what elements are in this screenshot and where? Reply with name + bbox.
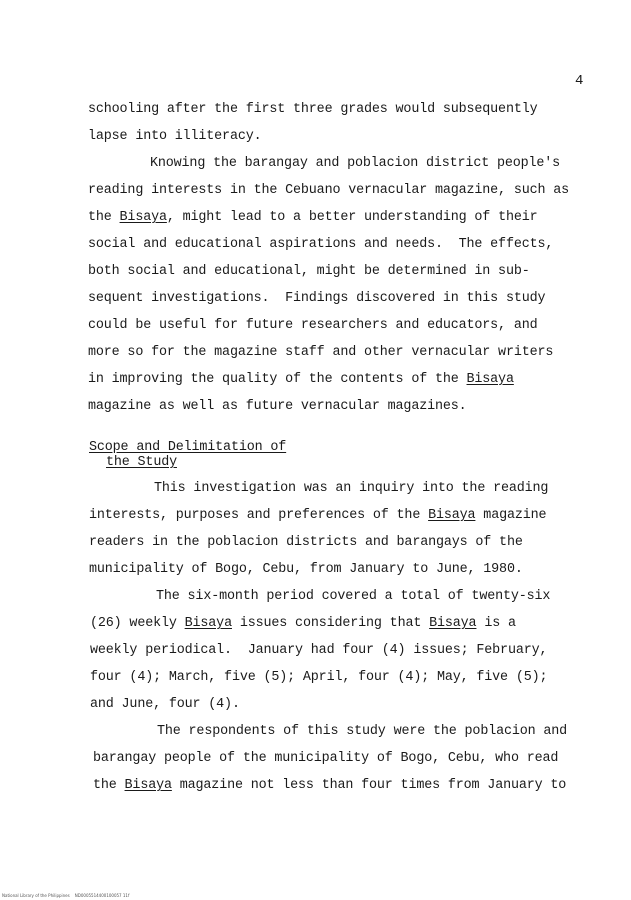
archive-footer: National Library of the Philippines ND0005514400100057 11f: [2, 893, 130, 898]
text-line: The respondents of this study were the poblacion and: [157, 724, 568, 739]
text-segment: the: [88, 210, 120, 225]
text-segment: (26) weekly: [90, 616, 185, 631]
text-line: lapse into illiteracy.: [88, 129, 262, 144]
text-line: both social and educational, might be determined in sub-: [88, 264, 530, 279]
text-line: could be useful for future researchers and educators, and: [88, 318, 538, 333]
text-segment: issues considering that: [231, 616, 430, 631]
text-line: more so for the magazine staff and other vernacular writers: [88, 345, 554, 360]
text-segment: is a: [476, 616, 516, 631]
text-line: weekly periodical. January had four (4) issues; February,: [90, 643, 548, 658]
page-number: 4: [575, 73, 584, 89]
underlined-title: Bisaya: [119, 210, 167, 225]
text-segment: , might lead to a better understanding of their: [166, 210, 538, 225]
text-line: [93, 778, 566, 793]
text-line: municipality of Bogo, Cebu, from January to June, 1980.: [89, 562, 523, 577]
text-line: [154, 481, 548, 496]
text-line: [89, 508, 546, 523]
text-line: Knowing the barangay and poblacion district people's: [150, 156, 561, 171]
text-line: [90, 616, 516, 631]
text-line: four (4); March, five (5); April, four (4); May, five (5);: [90, 670, 548, 685]
text-line: schooling after the first three grades would subsequently: [88, 102, 538, 117]
text-line: readers in the poblacion districts and barangays of the: [89, 535, 523, 550]
text-segment: This investigation was an inquiry into the reading: [154, 481, 549, 496]
text-line: magazine as well as future vernacular magazines.: [88, 399, 467, 414]
section-heading-line1: Scope and Delimitation of: [89, 440, 287, 455]
text-line: [88, 210, 538, 225]
underlined-title: Bisaya: [428, 508, 476, 523]
text-segment: in improving the quality of the contents of the: [88, 372, 467, 387]
text-segment: magazine: [475, 508, 547, 523]
underlined-title: Bisaya: [466, 372, 514, 387]
text-line: social and educational aspirations and needs. The effects,: [88, 237, 554, 252]
text-segment: the: [93, 778, 125, 793]
underlined-title: Bisaya: [429, 616, 477, 631]
underlined-title: Bisaya: [124, 778, 172, 793]
text-line: barangay people of the municipality of Bogo, Cebu, who read: [93, 751, 559, 766]
text-line: The six-month period covered a total of twenty-six: [156, 589, 551, 604]
underlined-title: Bisaya: [184, 616, 232, 631]
text-line: [88, 372, 514, 387]
text-segment: interests, purposes and preferences of the: [89, 508, 429, 523]
text-line: and June, four (4).: [90, 697, 240, 712]
text-line: sequent investigations. Findings discovered in this study: [88, 291, 546, 306]
section-heading-line2: the Study: [106, 455, 177, 470]
text-segment: magazine not less than four times from January to: [171, 778, 567, 793]
text-line: reading interests in the Cebuano vernacular magazine, such as: [88, 183, 570, 198]
